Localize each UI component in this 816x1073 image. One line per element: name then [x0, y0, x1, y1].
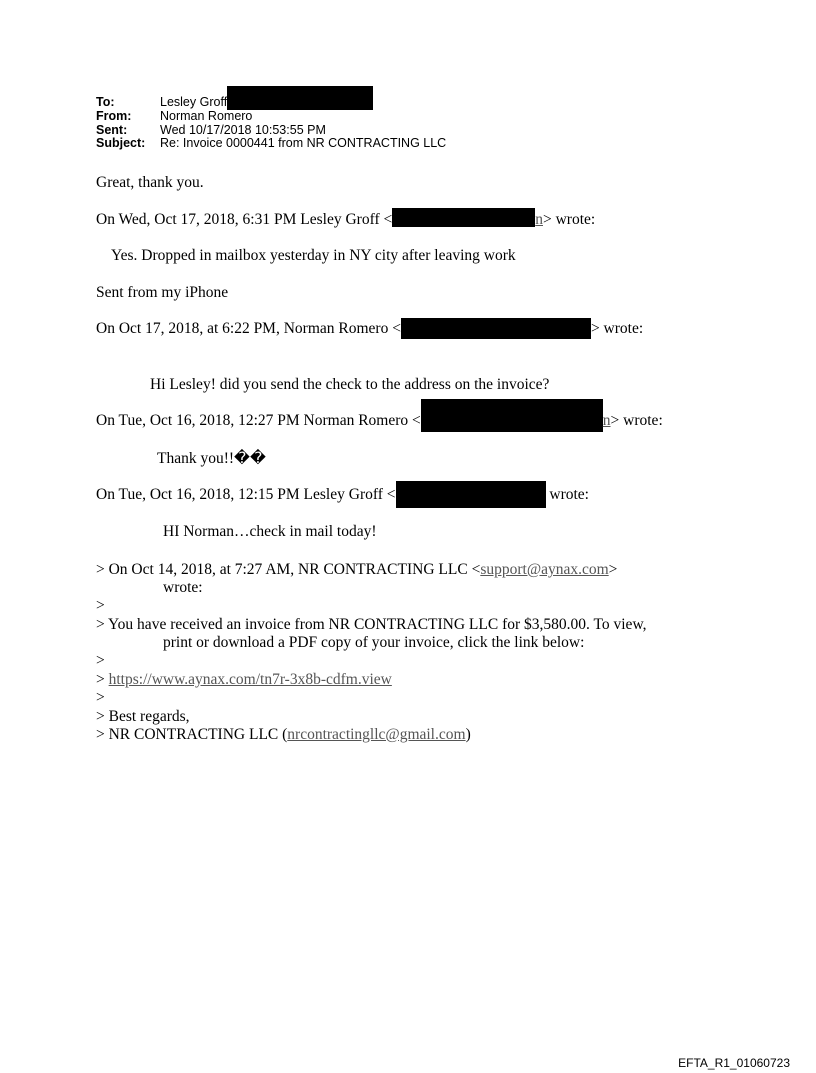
original-line-text: > — [96, 671, 109, 688]
original-line: > You have received an invoice from NR CONTRACTING LLC for $3,580.00. To view, — [96, 616, 647, 633]
from-row — [96, 110, 446, 124]
redaction-box — [401, 318, 591, 339]
quote-header — [96, 211, 595, 229]
quote-header-suffix: > wrote: — [542, 211, 596, 228]
quote-header-text: On Tue, Oct 16, 2018, 12:15 PM Lesley Groff < — [96, 486, 396, 503]
subject-value: Re: Invoice 0000441 from NR CONTRACTING LLC — [160, 136, 447, 151]
sent-value: Wed 10/17/2018 10:53:55 PM — [160, 122, 326, 137]
from-label: From: — [96, 109, 132, 123]
quote-tail-char: n — [535, 211, 543, 228]
document-id: EFTA_R1_01060723 — [678, 1056, 790, 1070]
contact-email-link[interactable]: nrcontractingllc@gmail.com — [287, 726, 466, 743]
invoice-link[interactable]: https://www.aynax.com/tn7r-3x8b-cdfm.view — [108, 671, 392, 688]
original-line-text: > On Oct 14, 2018, at 7:27 AM, NR CONTRACTING LLC < — [96, 561, 481, 578]
redaction-box — [227, 86, 373, 110]
to-label: To: — [96, 95, 115, 109]
quote-header-suffix: > wrote: — [590, 320, 644, 337]
original-line: > Best regards, — [96, 708, 190, 725]
redaction-box — [421, 399, 603, 432]
original-line-cont: print or download a PDF copy of your invoice, click the link below: — [163, 634, 585, 651]
quote-header — [96, 320, 643, 339]
original-line — [96, 726, 471, 744]
original-line-text: > NR CONTRACTING LLC ( — [96, 726, 288, 743]
signature-text: Sent from my iPhone — [96, 284, 229, 301]
quote-header-suffix: wrote: — [545, 486, 589, 503]
reply-text: HI Norman…check in mail today! — [163, 523, 377, 540]
quote-marker: > — [96, 597, 105, 614]
email-header — [96, 96, 446, 151]
quote-header — [96, 486, 589, 508]
from-value: Norman Romero — [160, 109, 253, 123]
quote-header — [96, 412, 663, 432]
reply-text: Great, thank you. — [96, 174, 204, 191]
quote-marker: > — [96, 689, 105, 706]
redaction-box — [396, 481, 546, 508]
original-line — [96, 671, 392, 689]
quote-tail-char: n — [602, 412, 611, 429]
original-line — [96, 561, 617, 579]
quote-header-text: On Oct 17, 2018, at 6:22 PM, Norman Romero < — [96, 320, 401, 337]
to-row — [96, 96, 446, 110]
support-email-link[interactable]: support@aynax.com — [480, 561, 609, 578]
quote-header-text: On Wed, Oct 17, 2018, 6:31 PM Lesley Groff < — [96, 211, 393, 228]
to-value: Lesley Groff — [160, 95, 228, 109]
quote-header-text: On Tue, Oct 16, 2018, 12:27 PM Norman Romero < — [96, 412, 421, 429]
reply-text: Hi Lesley! did you send the check to the address on the invoice? — [150, 376, 550, 393]
reply-text: Thank you!!�� — [157, 450, 266, 467]
subject-row — [96, 137, 446, 151]
quote-header-suffix: > wrote: — [610, 412, 663, 429]
original-line-text: ) — [465, 726, 471, 743]
subject-label: Subject: — [96, 136, 146, 151]
original-line-cont: wrote: — [163, 579, 203, 596]
reply-text: Yes. Dropped in mailbox yesterday in NY city after leaving work — [111, 247, 516, 264]
quote-marker: > — [96, 652, 105, 669]
sent-label: Sent: — [96, 122, 128, 137]
original-line-text: > — [608, 561, 618, 578]
redaction-box — [392, 208, 535, 227]
sent-row — [96, 124, 446, 138]
